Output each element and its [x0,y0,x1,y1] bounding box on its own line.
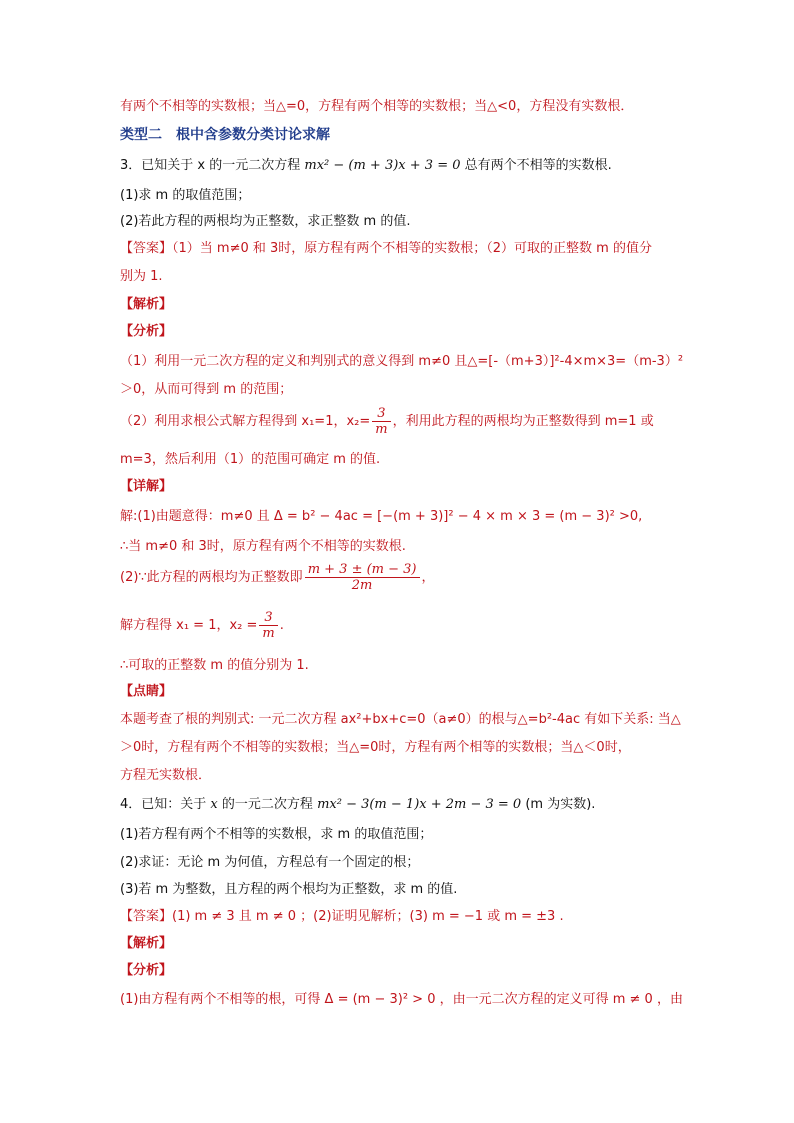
analysis-text: ，利用此方程的两根均为正整数得到 m=1 或 [392,414,654,429]
text-line: 有两个不相等的实数根；当△=0，方程有两个相等的实数根；当△<0，方程没有实数根． [120,99,634,114]
equation: mx² − 3(m − 1)x + 2m − 3 = 0 [317,797,522,812]
fraction-numerator: 3 [259,610,277,626]
comment-line: 本题考查了根的判别式: 一元二次方程 ax²+bx+c=0（a≠0）的根与△=b²-4ac 有如下关系: 当△ [120,712,681,727]
solution-text: ， [421,570,435,585]
variable: x [210,797,218,812]
question-3 [120,157,612,175]
solution-text: . [279,618,284,633]
label-jiexi: 【解析】 [120,297,173,312]
label-jiexi: 【解析】 [120,936,173,951]
comment-line: 方程无实数根． [120,768,212,783]
fraction [372,406,390,437]
solution-line [120,610,284,641]
question-text: 4．已知：关于 [120,797,207,812]
question-text: (m 为实数). [525,797,596,812]
analysis-line: m=3，然后利用（1）的范围可确定 m 的值. [120,452,381,467]
question-text: 的一元二次方程 [221,797,313,812]
fraction-numerator: m + 3 ± (m − 3) [305,562,420,578]
answer-line: 别为 1. [120,269,163,284]
fraction-denominator: m [262,626,275,641]
label-dianjing: 【点睛】 [120,684,173,699]
question-4 [120,796,595,814]
fraction [259,610,277,641]
solution-text: 解方程得 x₁ = 1，x₂ = [120,618,258,633]
question-4-part-2: (2)求证：无论 m 为何值，方程总有一个固定的根； [120,855,420,870]
question-4-part-1: (1)若方程有两个不相等的实数根，求 m 的取值范围； [120,827,433,842]
question-text: 总有两个不相等的实数根. [464,158,612,173]
solution-line: ∴可取的正整数 m 的值分别为 1. [120,658,309,673]
equation: mx² − (m + 3)x + 3 = 0 [304,158,461,173]
label-xiangjie: 【详解】 [120,479,173,494]
answer-line: 【答案】(1) m ≠ 3 且 m ≠ 0 ；(2)证明见解析；(3) m = −1 或 m = ±3 . [120,909,564,924]
analysis-text: （2）利用求根公式解方程得到 x₁=1，x₂= [120,414,371,429]
question-3-part-1: (1)求 m 的取值范围； [120,188,251,203]
question-text: 3．已知关于 x 的一元二次方程 [120,158,301,173]
question-3-part-2: (2)若此方程的两根均为正整数，求正整数 m 的值. [120,214,411,229]
heading-type: 类型二 [120,127,162,143]
solution-line: 解:(1)由题意得：m≠0 且 Δ = b² − 4ac = [−(m + 3)]² − 4 × m × 3 = (m − 3)² >0, [120,509,643,524]
solution-line [120,562,435,593]
analysis-line [120,406,654,437]
comment-line: ＞0时，方程有两个不相等的实数根；当△=0时，方程有两个相等的实数根；当△＜0时， [120,740,631,755]
analysis-line: (1)由方程有两个不相等的根，可得 Δ = (m − 3)² > 0 ，由一元二次方程的定义可得 m ≠ 0 ，由 [120,992,683,1007]
heading-title: 根中含参数分类讨论求解 [176,127,330,143]
fraction-denominator: m [375,422,388,437]
analysis-line: （1）利用一元二次方程的定义和判别式的意义得到 m≠0 且△=[-（m+3）]²-4×m×3=（m-3）² [120,354,684,369]
answer-line: 【答案】（1）当 m≠0 和 3时，原方程有两个不相等的实数根；（2）可取的正整数 m 的值分 [120,241,652,256]
label-fenxi: 【分析】 [120,963,173,978]
solution-line: ∴当 m≠0 和 3时，原方程有两个不相等的实数根. [120,539,406,554]
solution-text: (2)∵此方程的两根均为正整数即 [120,570,303,585]
fraction-numerator: 3 [372,406,390,422]
label-fenxi: 【分析】 [120,324,173,339]
section-heading [120,126,330,144]
fraction-denominator: 2m [351,578,373,593]
analysis-line: ＞0，从而可得到 m 的范围； [120,382,293,397]
fraction [305,562,420,593]
question-4-part-3: (3)若 m 为整数，且方程的两个根均为正整数，求 m 的值. [120,882,458,897]
